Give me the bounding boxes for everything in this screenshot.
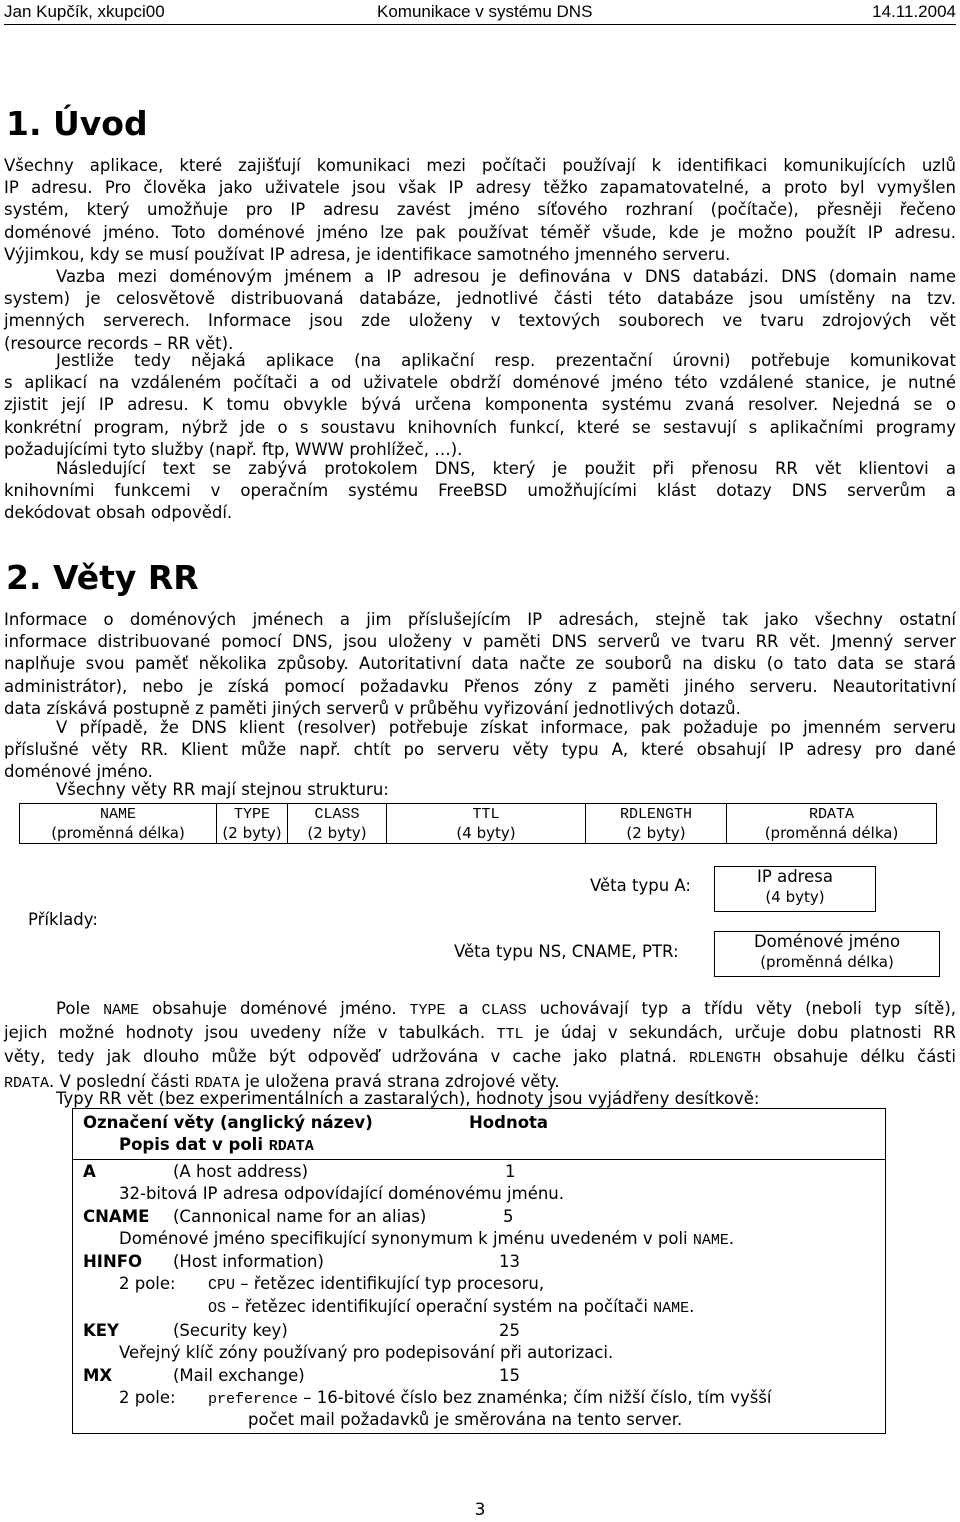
text-line: Informace o doménových jménech a jim příslušejícím IP adresách, stejně tak jako všechny ostatní [4, 610, 956, 629]
type-desc-text: Doménové jméno specifikující synonymum k jménu uvedeném v poli [119, 1229, 693, 1248]
fields-description [4, 998, 956, 1095]
type-value: 25 [499, 1321, 520, 1340]
type-english: (A host address) [173, 1162, 309, 1181]
text-run: je údaj v sekundách, určuje dobu platnosti RR [523, 1023, 956, 1043]
type-field-1 [208, 1274, 544, 1294]
field-size: (2 byty) [222, 824, 282, 842]
type-english: (Cannonical name for an alias) [173, 1207, 427, 1226]
types-head-col2: Hodnota [469, 1113, 549, 1132]
field-size: (4 byty) [456, 824, 516, 842]
type-code: MX [83, 1366, 113, 1385]
type-field-text: – řetězec identifikující operační systém na počítači [226, 1297, 654, 1316]
section-2-paragraph-1 [4, 609, 956, 720]
type-code: A [83, 1162, 96, 1181]
code-rdata: RDATA [4, 1074, 50, 1092]
text-line: system) je celosvětově distribuovaná databáze, jednotlivé části této databáze jsou umístěny na tzv. [4, 289, 956, 309]
section-1-paragraph-3 [4, 350, 956, 461]
type-value: 15 [499, 1366, 520, 1385]
type-field-1 [208, 1388, 772, 1408]
text-line: Všechny aplikace, které zajišťují komunikaci mezi počítači používají k identifikaci komunikujících uzlů [4, 156, 956, 175]
text-line: doménové jméno. [4, 762, 153, 782]
type-field-code: CPU [208, 1277, 236, 1294]
code-class: CLASS [481, 1002, 527, 1019]
section-1-paragraph-1 [4, 155, 956, 266]
type-field-code: NAME [653, 1300, 690, 1317]
examples-label: Příklady: [28, 910, 98, 929]
text-line: doménové jméno. Toto doménové jméno lze pak používat téměř všude, kde je možno použít IP adresu. [4, 222, 956, 242]
type-code: KEY [83, 1321, 120, 1340]
code-rdlength: RDLENGTH [689, 1050, 762, 1068]
example-a-label: Věta typu A: [590, 876, 691, 895]
text-line: V případě, že DNS klient (resolver) potřebuje získat informace, pak požaduje po jmenném serveru [56, 718, 956, 737]
text-line: informace distribuované pomocí DNS, jsou uloženy v paměti DNS serverů ve tvaru RR vět. Jmenný server [4, 632, 956, 652]
text-line: data získává postupně z paměti jiných serverů v průběhu vyřizování jednotlivých dotazů. [4, 698, 741, 718]
text-line: Jestliže tedy nějaká aplikace (na aplikační resp. prezentační úrovni) potřebuje komunikovat [56, 351, 956, 370]
example-ns-box-size: (proměnná délka) [760, 953, 894, 971]
text-line: Výjimkou, kdy se musí používat IP adresa, je identifikace samotného jmenného serveru. [4, 244, 731, 264]
field-code: NAME [99, 806, 136, 823]
type-value: 13 [499, 1252, 520, 1271]
type-value: 5 [503, 1207, 514, 1226]
page-number: 3 [474, 1500, 486, 1520]
text-line: s aplikací na vzdáleném počítači a od uživatele obdrží doménové jméno této vzdálené stanice, je nutné [4, 373, 956, 393]
field-name-cell [20, 804, 217, 844]
text-run: a [445, 999, 482, 1018]
field-size: (2 byty) [307, 824, 367, 842]
type-desc [119, 1229, 734, 1249]
text-line: IP adresu. Pro člověka jako uživatele jsou však IP adresy těžko zapamatovatelné, a proto byl vymyšlen [4, 178, 956, 198]
field-ttl-cell [387, 804, 586, 844]
structure-intro: Všechny věty RR mají stejnou strukturu: [56, 780, 389, 799]
type-desc: 2 pole: [119, 1274, 176, 1293]
type-desc: Veřejný klíč zóny používaný pro podepisování při autorizaci. [119, 1343, 614, 1362]
header-separator [73, 1159, 885, 1160]
text-line: Následující text se zabývá protokolem DNS, který je použit při přenosu RR vět klientovi a [56, 459, 956, 478]
section-2-heading: 2. Věty RR [6, 558, 199, 597]
type-value: 1 [505, 1162, 516, 1181]
text-run: je uložena pravá strana zdrojové věty. [239, 1071, 560, 1091]
code-type: TYPE [409, 1002, 446, 1019]
field-size: (proměnná délka) [51, 824, 185, 842]
type-field-code: OS [208, 1300, 227, 1317]
section-1-heading: 1. Úvod [6, 104, 148, 143]
field-size: (2 byty) [626, 824, 686, 842]
rr-types-table [72, 1108, 886, 1434]
types-head-col1: Označení věty (anglický název) [83, 1113, 373, 1132]
example-ns-label: Věta typu NS, CNAME, PTR: [454, 942, 679, 961]
text-line: jmenných serverech. Informace jsou zde uloženy v textových souborech ve tvaru zdrojových vět [4, 311, 956, 331]
field-class-cell [288, 804, 387, 844]
text-line [4, 1022, 956, 1046]
header-title: Komunikace v systému DNS [377, 2, 593, 21]
code-name: NAME [103, 1002, 140, 1019]
text-run: obsahuje doménové jméno. [139, 999, 410, 1018]
example-a-box [714, 866, 876, 912]
section-2-paragraph-2 [4, 717, 956, 784]
type-field-2 [208, 1297, 694, 1317]
text-line [4, 1046, 956, 1070]
section-1-paragraph-2 [4, 266, 956, 355]
text-run: věty, tedy jak dlouho může být odpověď udržována v cache jako platná. [4, 1047, 689, 1067]
type-english: (Host information) [173, 1252, 324, 1271]
text-line: požadujícími tyto služby (např. ftp, WWW prohlížeč, …). [4, 439, 463, 459]
types-head-sub-text: Popis dat v poli [119, 1135, 269, 1154]
text-run: jejich možné hodnoty jsou uvedeny níže v tabulkách. [4, 1023, 497, 1043]
field-code: CLASS [314, 806, 360, 823]
text-line: knihovními funkcemi v operačním systému FreeBSD umožňujícími klást dotazy DNS serverům a [4, 481, 956, 501]
rr-structure-table [19, 803, 937, 844]
page-header [4, 0, 956, 25]
code-ttl: TTL [496, 1026, 524, 1044]
text-line: systém, který umožňuje pro IP adresu zavést jméno síťového rozhraní (počítače), přesněji řečeno [4, 200, 956, 220]
example-a-box-title: IP adresa [757, 867, 833, 886]
example-a-box-size: (4 byty) [765, 888, 825, 906]
text-line: (resource records – RR vět). [4, 333, 234, 353]
field-rdata-cell [727, 804, 937, 844]
type-field-1-cont: počet mail požadavků je směrována na tento server. [248, 1410, 683, 1429]
text-line: dekódovat obsah odpovědí. [4, 503, 233, 523]
text-line: příslušné věty RR. Klient může např. chtít po serveru věty typu A, které obsahují IP adresy pro dané [4, 740, 956, 760]
type-code: CNAME [83, 1207, 150, 1226]
type-field-text: – řetězec identifikující typ procesoru, [235, 1274, 545, 1293]
code-rdata: RDATA [194, 1074, 240, 1092]
example-ns-box-title: Doménové jméno [753, 932, 901, 951]
type-field-text: – 16-bitové číslo bez znaménka; čím nižší číslo, tím vyšší [298, 1388, 772, 1407]
field-code: TYPE [233, 806, 270, 823]
type-desc-end: . [728, 1229, 735, 1248]
field-rdlength-cell [586, 804, 727, 844]
type-field-code: preference [208, 1391, 299, 1408]
text-line: konkrétní program, nýbrž jde o s soustavu knihovních funkcí, které se sestavují s aplikačními programy [4, 417, 956, 437]
type-english: (Security key) [173, 1321, 288, 1340]
example-ns-box [714, 931, 940, 977]
text-line [4, 998, 956, 1022]
field-code: RDLENGTH [619, 806, 692, 823]
type-desc: 32-bitová IP adresa odpovídající doménovému jménu. [119, 1184, 565, 1203]
field-code: TTL [472, 806, 500, 823]
header-date: 14.11.2004 [872, 2, 956, 21]
header-author: Jan Kupčík, xkupci00 [4, 2, 165, 21]
types-intro: Typy RR vět (bez experimentálních a zastaralých), hodnoty jsou vyjádřeny desítkově: [56, 1089, 760, 1108]
type-code: HINFO [83, 1252, 143, 1271]
text-line: zjistit její IP adresu. K tomu obvykle bývá určena komponenta systému zvaná resolver. Nejedná se o [4, 395, 956, 415]
type-field-end: . [689, 1297, 695, 1316]
field-size: (proměnná délka) [764, 824, 899, 842]
type-desc-code: NAME [692, 1232, 729, 1249]
type-desc: 2 pole: [119, 1388, 176, 1407]
types-head-sub [119, 1135, 314, 1155]
text-run: uchovávají typ a třídu věty (neboli typ sítě), [526, 999, 957, 1018]
text-run: obsahuje délku části [761, 1047, 956, 1067]
section-1-paragraph-4 [4, 458, 956, 525]
text-line: naplňuje svou paměť několika způsoby. Autoritativní data načte ze souborů na disku (o tato data se stará [4, 654, 956, 674]
text-line: Vazba mezi doménovým jménem a IP adresou je definována v DNS databázi. DNS (domain name [56, 267, 956, 286]
text-run: Pole [56, 999, 104, 1018]
field-code: RDATA [808, 806, 854, 823]
types-head-sub-code: RDATA [268, 1138, 314, 1155]
field-type-cell [217, 804, 288, 844]
type-english: (Mail exchange) [173, 1366, 305, 1385]
text-run: . V poslední části [49, 1071, 195, 1091]
text-line: administrátor), nebo je získá pomocí požadavku Přenos zóny z paměti jiného serveru. Neautoritativní [4, 676, 956, 696]
